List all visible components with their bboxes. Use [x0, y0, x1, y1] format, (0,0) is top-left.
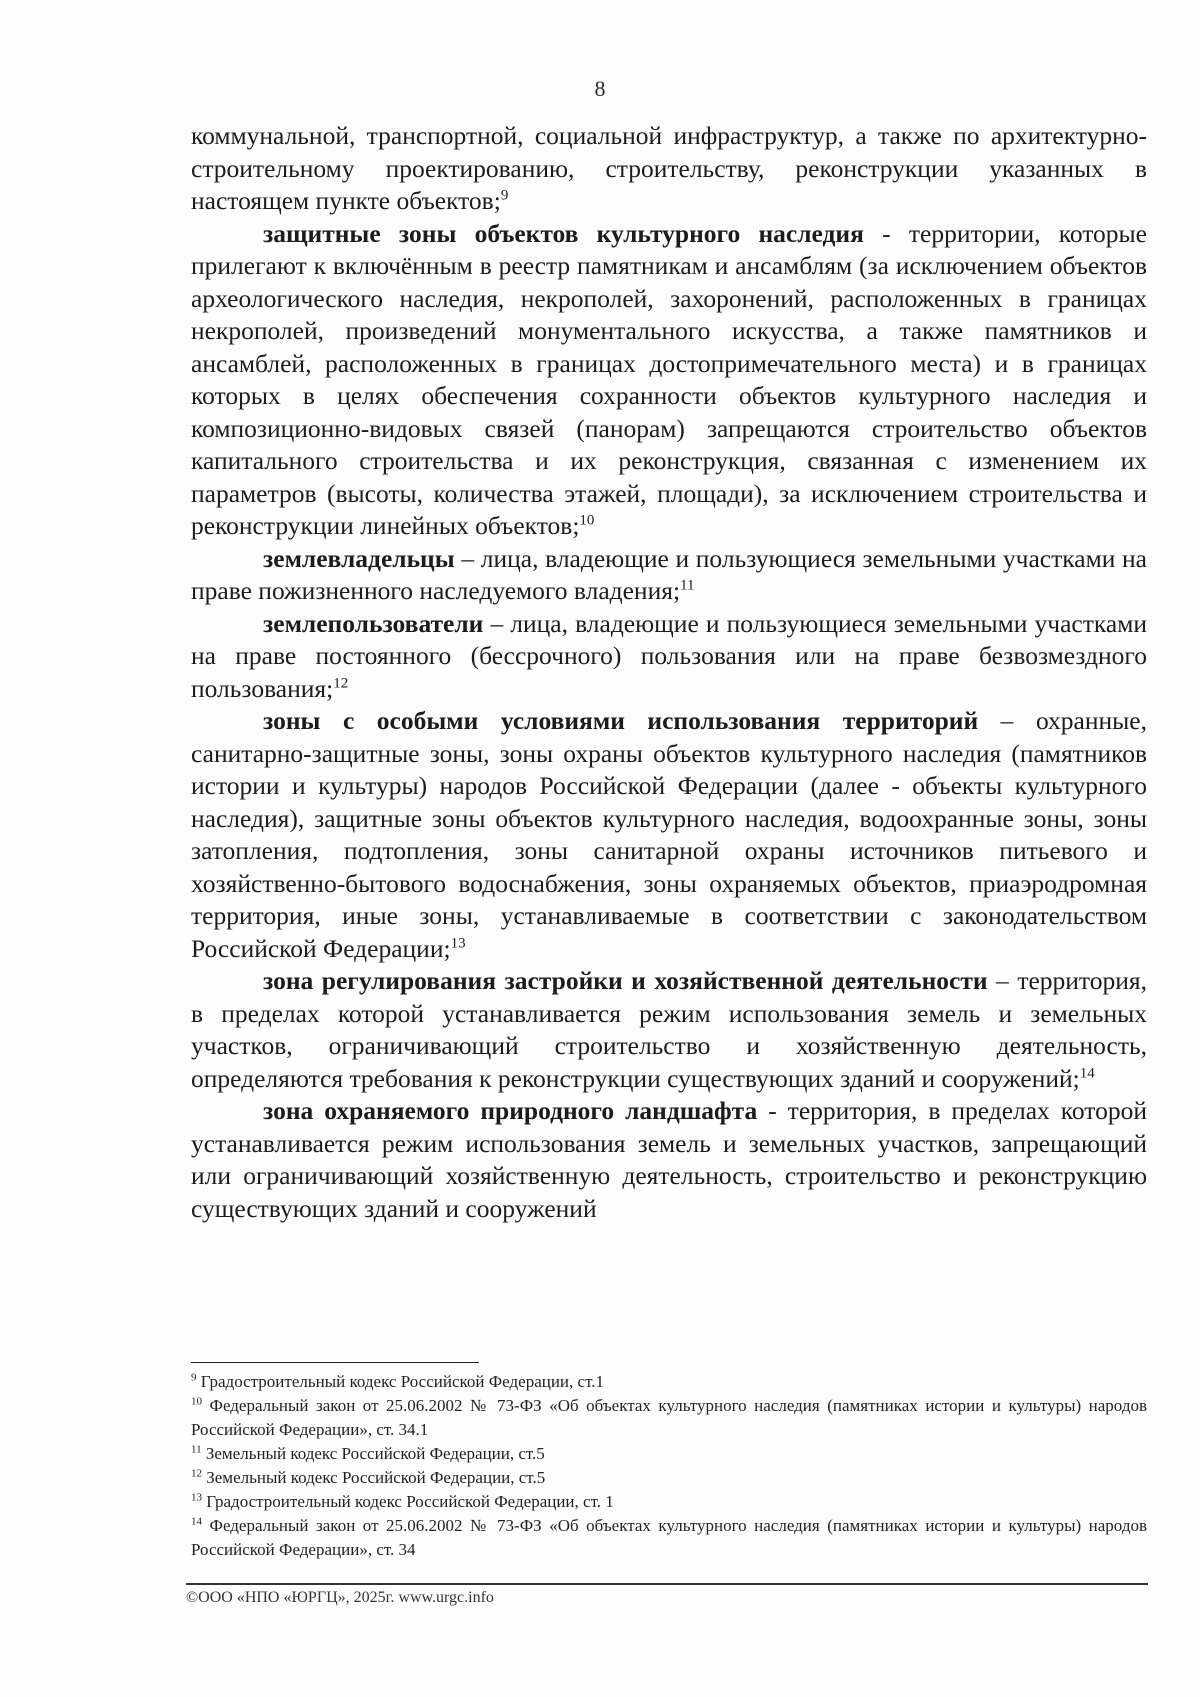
footnote	[191, 1442, 1147, 1466]
footnote-text: Земельный кодекс Российской Федерации, ст.5	[202, 1468, 546, 1487]
defined-term: зона регулирования застройки и хозяйственной деятельности	[263, 966, 988, 995]
paragraph-text: коммунальной, транспортной, социальной инфраструктур, а также по архитектурно-строительному проектированию, строительству, реконструкции указанных в настоящем пункте объектов;	[191, 121, 1147, 215]
footnote-ref: 14	[1079, 1065, 1095, 1081]
footnote	[191, 1394, 1147, 1442]
footnote-ref: 12	[333, 675, 349, 691]
definition-paragraph	[191, 608, 1147, 706]
body-text	[191, 120, 1147, 1225]
paragraph-continuation	[191, 120, 1147, 218]
footnote	[191, 1370, 1147, 1394]
definition-text: - территории, которые прилегают к включённым в реестр памятникам и ансамблям (за исключением объектов археологического наследия, некрополей, захоронений, расположенных в границах некрополей, произведений монументального искусства, а также памятников и ансамблей, расположенных в границах достопримечательного места) и в границах которых в целях обеспечения сохранности объектов культурного наследия и композиционно-видовых связей (панорам) запрещаются строительство объектов капитального строительства и их реконструкция, связанная с изменением их параметров (высоты, количества этажей, площади), за исключением строительства и реконструкции линейных объектов;	[191, 218, 1147, 540]
definition-paragraph	[191, 218, 1147, 543]
footnote-number: 10	[191, 1395, 202, 1408]
footnote-number: 9	[191, 1371, 197, 1384]
footer-copyright: ©ООО «НПО «ЮРГЦ», 2025г. www.urgc.info	[186, 1589, 494, 1606]
footnote-text: Федеральный закон от 25.06.2002 № 73-ФЗ «Об объектах культурного наследия (памятниках истории и культуры) народов Российской Федерации», ст. 34	[191, 1516, 1147, 1559]
definition-text: – территория, в пределах которой устанавливается режим использования земель и земельных участков, ограничивающий строительство и хозяйственную деятельность, определяются требования к реконструкции существующих зданий и сооружений;	[191, 966, 1147, 1093]
defined-term: защитные зоны объектов культурного наследия	[263, 218, 864, 248]
footnote-ref: 11	[680, 577, 695, 594]
footer-rule	[186, 1583, 1148, 1585]
footnote-ref: 9	[500, 187, 509, 204]
footnote-text: Земельный кодекс Российской Федерации, ст.5	[201, 1444, 545, 1463]
definition-text: – охранные, санитарно-защитные зоны, зоны охраны объектов культурного наследия (памятников истории и культуры) народов Российской Федерации (далее - объекты культурного наследия), защитные зоны объектов культурного наследия, водоохранные зоны, зоны затопления, подтопления, зоны санитарной охраны источников питьевого и хозяйственно-бытового водоснабжения, зоны охраняемых объектов, приаэродромная территория, иные зоны, устанавливаемые в соответствии с законодательством Российской Федерации;	[191, 706, 1147, 963]
footnote-separator	[191, 1362, 479, 1363]
footnotes	[191, 1370, 1147, 1562]
page-number: 8	[594, 76, 606, 101]
definition-text: - территория, в пределах которой устанавливается режим использования земель и земельных участков, запрещающий или ограничивающий хозяйственную деятельность, строительство и реконструкцию существующих зданий и сооружений	[191, 1096, 1147, 1223]
definition-paragraph	[191, 965, 1147, 1095]
defined-term: зона охраняемого природного ландшафта	[263, 1096, 758, 1125]
definition-text: – лица, владеющие и пользующиеся земельными участками на праве постоянного (бессрочного) пользования или на праве безвозмездного пользования;	[191, 608, 1147, 703]
footnote	[191, 1490, 1147, 1514]
footnote	[191, 1466, 1147, 1490]
footnote-number: 11	[191, 1443, 202, 1456]
defined-term: зоны с особыми условиями использования территорий	[263, 706, 979, 735]
footnote-number: 13	[191, 1491, 202, 1504]
footnote	[191, 1514, 1147, 1562]
footnote-text: Градостроительный кодекс Российской Федерации, ст.1	[196, 1372, 604, 1391]
definition-paragraph	[191, 705, 1147, 965]
footnote-number: 14	[191, 1515, 202, 1528]
definition-text: – лица, владеющие и пользующиеся земельными участками на праве пожизненного наследуемого владения;	[191, 543, 1147, 605]
defined-term: землевладельцы	[263, 543, 455, 573]
footnote-text: Градостроительный кодекс Российской Федерации, ст. 1	[202, 1492, 614, 1511]
definition-paragraph	[191, 543, 1147, 608]
footnote-ref: 10	[579, 512, 595, 529]
footnote-number: 12	[191, 1467, 202, 1480]
defined-term: землепользователи	[263, 608, 484, 638]
footnote-text: Федеральный закон от 25.06.2002 № 73-ФЗ «Об объектах культурного наследия (памятниках истории и культуры) народов Российской Федерации», ст. 34.1	[191, 1396, 1147, 1439]
definition-paragraph	[191, 1095, 1147, 1225]
footnote-ref: 13	[450, 935, 466, 951]
